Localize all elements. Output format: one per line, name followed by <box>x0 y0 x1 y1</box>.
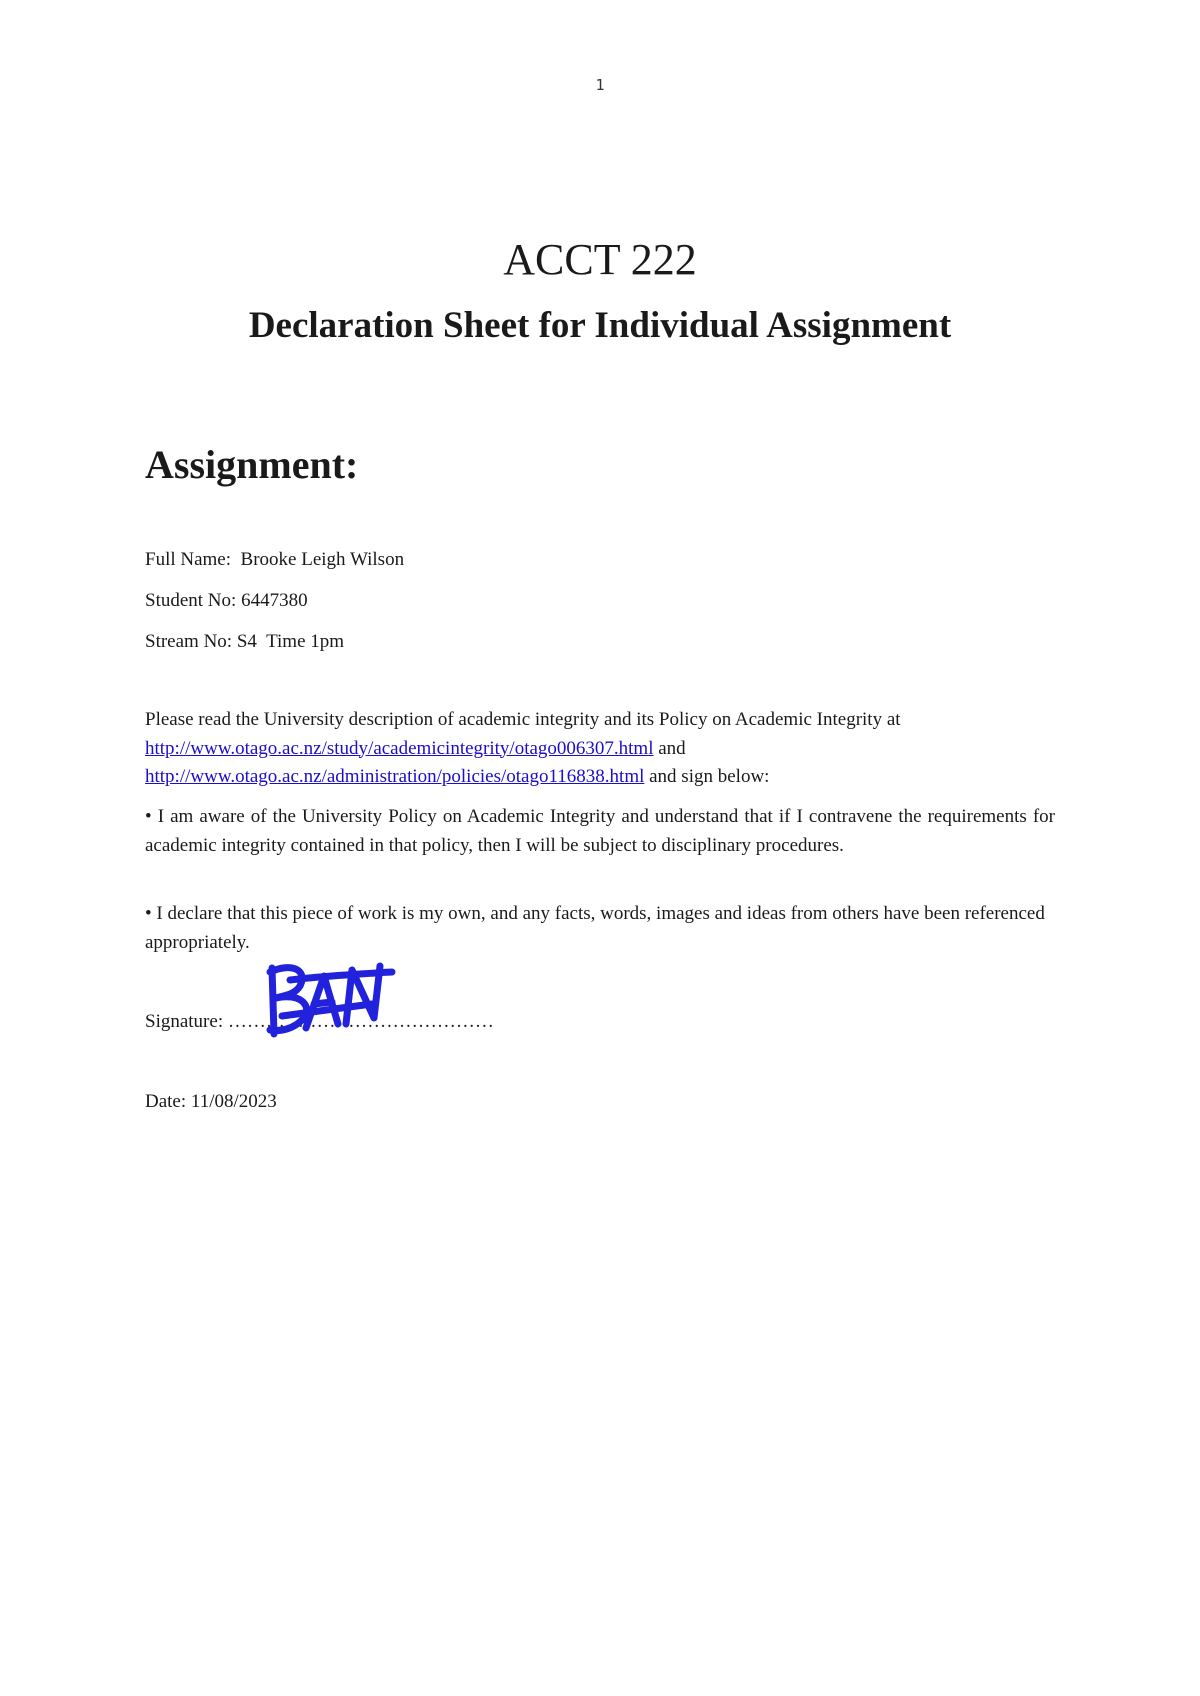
signature-dots: …………………………………… <box>227 1011 494 1032</box>
academic-integrity-link[interactable]: http://www.otago.ac.nz/study/academicintegrity/otago006307.html <box>145 737 654 759</box>
assignment-heading: Assignment: <box>145 442 359 487</box>
declaration-bullet-own-work: • I declare that this piece of work is my own, and any facts, words, images and ideas from others have been referenced appropriately. <box>145 903 1045 953</box>
date-label: Date: <box>145 1091 187 1112</box>
full-name-field <box>145 550 404 569</box>
signature-label: Signature: <box>145 1011 224 1032</box>
page-number: 1 <box>595 76 605 94</box>
integrity-policy-link[interactable]: http://www.otago.ac.nz/administration/policies/otago116838.html <box>145 766 645 787</box>
course-title: ACCT 222 <box>503 235 697 284</box>
student-number-field <box>145 591 308 610</box>
full-name-value: Brooke Leigh Wilson <box>240 549 405 570</box>
document-title: Declaration Sheet for Individual Assignment <box>248 305 952 346</box>
handwritten-signature <box>262 958 398 1040</box>
stream-number-label: Stream No: <box>145 631 233 652</box>
date-line <box>145 1092 277 1111</box>
instructions-text: Please read the University description of academic integrity and its Policy on Academic Integrity at <box>145 709 901 730</box>
declaration-bullet-policy: • I am aware of the University Policy on Academic Integrity and understand that if I contravene the requirements for academic integrity contained in that policy, then I will be subject to disciplinary procedures. <box>145 806 1055 856</box>
student-number-value: 6447380 <box>241 590 308 611</box>
full-name-label: Full Name: <box>145 549 232 570</box>
date-value: 11/08/2023 <box>190 1091 277 1112</box>
stream-number-value: S4 <box>236 631 257 652</box>
integrity-instructions <box>145 706 1055 792</box>
instructions-tail: and sign below: <box>649 766 770 787</box>
time-label: Time <box>266 631 306 652</box>
stream-field <box>145 632 344 651</box>
time-value: 1pm <box>310 631 345 652</box>
link-joiner: and <box>658 737 686 759</box>
student-number-label: Student No: <box>145 590 237 611</box>
